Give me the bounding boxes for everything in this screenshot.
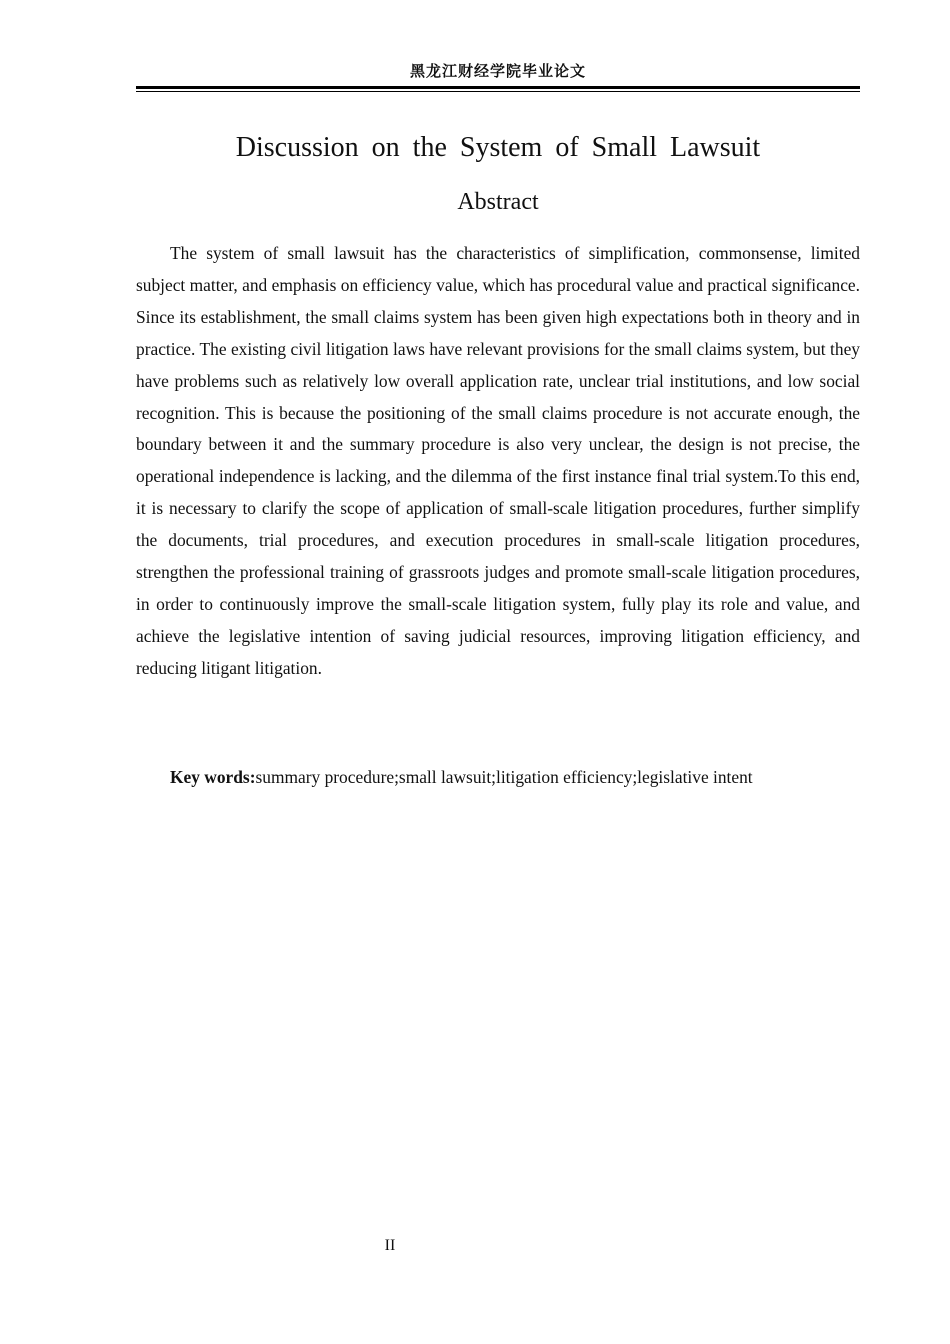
keywords-line bbox=[170, 762, 870, 792]
abstract-paragraph: The system of small lawsuit has the characteristics of simplification, commonsense, limited subject matter, and emphasis on efficiency value, which has procedural value and practical significance. Since its establishment, the small claims system has been given high expectations both in theory and in practice. The existing civil litigation laws have relevant provisions for the small claims system, but they have problems such as relatively low overall application rate, unclear trial institutions, and low social recognition. This is because the positioning of the small claims procedure is not accurate enough, the boundary between it and the summary procedure is also very unclear, the design is not precise, the operational independence is lacking, and the dilemma of the first instance final trial system.To this end, it is necessary to clarify the scope of application of small-scale litigation procedures, further simplify the documents, trial procedures, and execution procedures in small-scale litigation procedures, strengthen the professional training of grassroots judges and promote small-scale litigation procedures, in order to continuously improve the small-scale litigation system, fully play its role and value, and achieve the legislative intention of saving judicial resources, improving litigation efficiency, and reducing litigant litigation. bbox=[136, 243, 860, 678]
page-number: II bbox=[384, 1237, 396, 1254]
header-rule-thin bbox=[136, 91, 860, 92]
keywords-text: summary procedure;small lawsuit;litigation efficiency;legislative intent bbox=[255, 767, 753, 787]
keywords-label: Key words: bbox=[170, 767, 256, 787]
paper-title: Discussion on the System of Small Lawsuit bbox=[235, 132, 761, 163]
document-header: 黑龙江财经学院毕业论文 bbox=[409, 62, 586, 80]
section-heading: Abstract bbox=[457, 189, 539, 215]
header-rule-thick bbox=[136, 86, 860, 89]
